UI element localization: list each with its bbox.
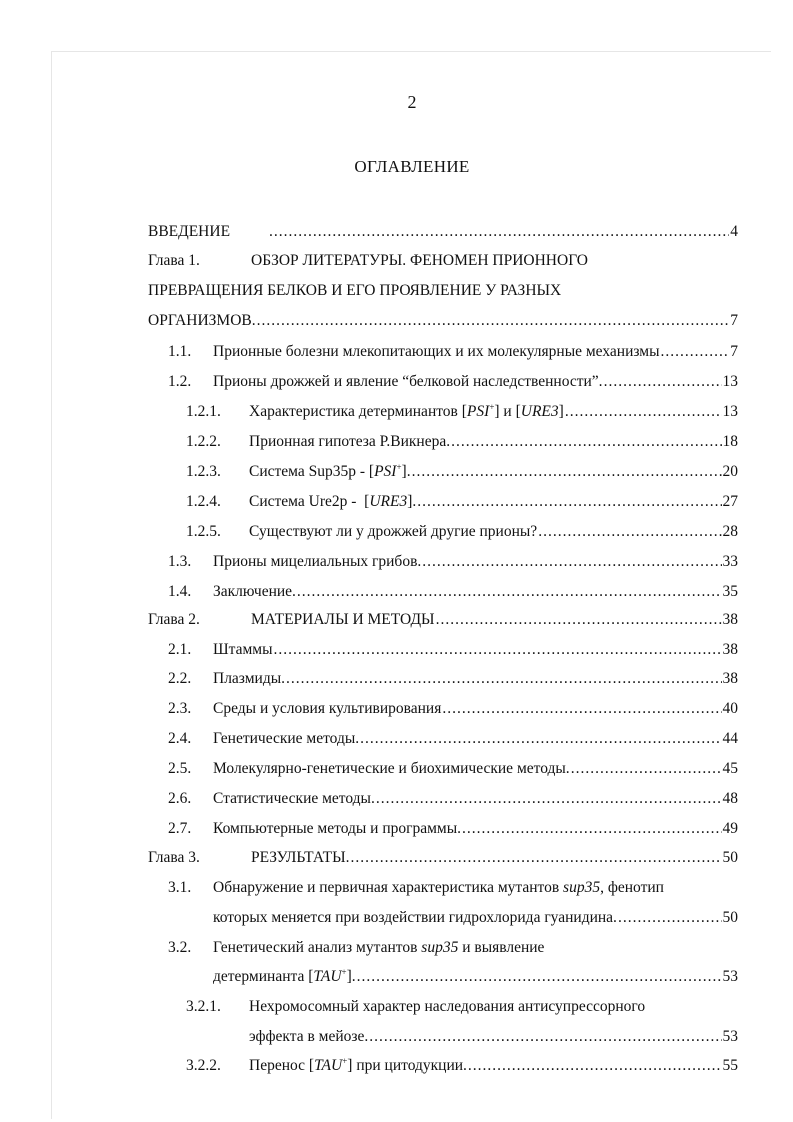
leader-dots	[351, 848, 722, 868]
section-number: 3.2.	[168, 939, 192, 956]
toc-entry-page: 53	[722, 968, 738, 985]
leader-dots	[357, 967, 722, 987]
toc-entry-2-7[interactable]	[168, 819, 738, 839]
toc-entry-label: МАТЕРИАЛЫ И МЕТОДЫ	[251, 611, 435, 628]
leader-dots	[436, 610, 722, 630]
section-number: 1.4.	[168, 583, 192, 600]
toc-entry-2-4[interactable]	[168, 729, 738, 749]
toc-entry-page: 48	[722, 790, 738, 807]
section-number: 2.5.	[168, 760, 192, 777]
section-number: 3.2.1.	[186, 998, 221, 1015]
toc-entry-3-2-cont[interactable]	[213, 967, 738, 987]
toc-entry-chapter-1-cont	[148, 281, 738, 301]
section-number: 1.2.	[168, 373, 192, 390]
table-of-contents	[52, 52, 772, 1120]
toc-entry-page: 7	[730, 343, 738, 360]
toc-entry-label: Прионы мицелиальных грибов.	[213, 553, 422, 570]
toc-entry-page: 4	[730, 223, 738, 240]
document-page	[52, 52, 772, 1120]
toc-entry-label: ВВЕДЕНИЕ	[148, 223, 231, 240]
leader-dots	[274, 640, 722, 660]
leader-dots	[571, 759, 722, 779]
toc-entry-page: 44	[722, 730, 738, 747]
toc-entry-2-6[interactable]	[168, 789, 738, 809]
leader-dots	[412, 462, 722, 482]
toc-entry-label: Плазмиды.	[213, 670, 285, 687]
toc-entry-chapter-1[interactable]	[148, 251, 738, 271]
toc-entry-3-2[interactable]	[168, 938, 738, 958]
section-number: 1.2.2.	[186, 433, 221, 450]
leader-dots	[417, 492, 721, 512]
toc-entry-page: 55	[722, 1057, 738, 1074]
leader-dots	[269, 222, 729, 242]
toc-entry-label: Нехромосомный характер наследования антисупрессорного	[249, 998, 646, 1015]
toc-entry-page: 35	[722, 583, 738, 600]
toc-entry-label: Прионные болезни млекопитающих и их молекулярные механизмы	[213, 343, 660, 360]
toc-entry-page: 18	[722, 433, 738, 450]
toc-entry-label: Статистические методы.	[213, 790, 375, 807]
leader-dots	[442, 699, 721, 719]
toc-entry-page: 7	[730, 312, 738, 329]
toc-entry-label: которых меняется при воздействии гидрохлорида гуанидина.	[213, 909, 617, 926]
toc-entry-label: детерминанта [TAU+].	[213, 967, 356, 985]
toc-entry-chapter-3[interactable]	[148, 848, 738, 868]
leader-dots	[297, 582, 722, 602]
toc-entry-label: Существуют ли у дрожжей другие прионы?	[249, 523, 538, 540]
toc-entry-2-5[interactable]	[168, 759, 738, 779]
toc-entry-label: Система Sup35p - [PSI+].	[249, 462, 411, 480]
toc-entry-label: Генетические методы.	[213, 730, 360, 747]
section-number: 2.7.	[168, 820, 192, 837]
toc-entry-1-2-2[interactable]	[186, 432, 738, 452]
toc-entry-label: ОБЗОР ЛИТЕРАТУРЫ. ФЕНОМЕН ПРИОННОГО	[251, 252, 588, 269]
toc-entry-label: РЕЗУЛЬТАТЫ.	[251, 849, 350, 866]
toc-entry-2-1[interactable]	[168, 640, 738, 660]
toc-entry-label: Заключение.	[213, 583, 296, 600]
toc-entry-page: 38	[722, 670, 738, 687]
leader-dots	[257, 311, 730, 331]
leader-dots	[462, 819, 721, 839]
toc-entry-label: Прионы дрожжей и явление “белковой наследственности”.	[213, 373, 603, 390]
section-number: 2.2.	[168, 670, 192, 687]
toc-entry-page: 20	[722, 463, 738, 480]
toc-entry-page: 33	[722, 553, 738, 570]
leader-dots	[565, 402, 722, 422]
section-number: 2.4.	[168, 730, 192, 747]
leader-dots	[422, 552, 721, 572]
chapter-number: Глава 1.	[148, 252, 200, 269]
toc-title: ОГЛАВЛЕНИЕ	[354, 157, 470, 176]
section-number: 1.2.4.	[186, 493, 221, 510]
toc-entry-1-2-3[interactable]	[186, 462, 738, 482]
toc-entry-label: Система Ure2p - [URE3].	[249, 493, 417, 510]
toc-entry-1-3[interactable]	[168, 552, 738, 572]
toc-entry-label: эффекта в мейозе.	[249, 1028, 369, 1045]
toc-entry-1-4[interactable]	[168, 582, 738, 602]
toc-entry-page: 27	[722, 493, 738, 510]
section-number: 1.2.1.	[186, 403, 221, 420]
leader-dots	[360, 729, 721, 749]
leader-dots	[369, 1027, 721, 1047]
toc-entry-label: Компьютерные методы и программы.	[213, 820, 462, 837]
toc-entry-label: Перенос [TAU+] при цитодукции.	[249, 1056, 467, 1074]
page-number: 2	[407, 92, 417, 112]
toc-entry-3-2-2[interactable]	[186, 1056, 738, 1076]
toc-entry-page: 50	[722, 849, 738, 866]
toc-entry-1-2[interactable]	[168, 372, 738, 392]
toc-entry-label: Штаммы	[213, 641, 273, 658]
section-number: 2.1.	[168, 641, 192, 658]
toc-entry-2-3[interactable]	[168, 699, 738, 719]
leader-dots	[618, 908, 722, 928]
toc-entry-page: 53	[722, 1028, 738, 1045]
section-number: 1.2.5.	[186, 523, 221, 540]
toc-entry-label: ПРЕВРАЩЕНИЯ БЕЛКОВ И ЕГО ПРОЯВЛЕНИЕ У РАЗНЫХ	[148, 282, 562, 299]
toc-entry-label: Молекулярно-генетические и биохимические методы.	[213, 760, 570, 777]
section-number: 2.6.	[168, 790, 192, 807]
toc-entry-page: 38	[722, 641, 738, 658]
toc-entry-label: Обнаружение и первичная характеристика мутантов sup35, фенотип	[213, 879, 664, 896]
toc-entry-1-2-4[interactable]	[186, 492, 738, 512]
toc-entry-page: 13	[722, 373, 738, 390]
toc-entry-page: 49	[722, 820, 738, 837]
toc-entry-3-2-1[interactable]	[186, 997, 738, 1017]
toc-entry-label: Среды и условия культивирования	[213, 700, 442, 717]
leader-dots	[451, 432, 721, 452]
toc-entry-label: ОРГАНИЗМОВ.	[148, 312, 256, 329]
section-number: 1.1.	[168, 343, 192, 360]
toc-entry-page: 50	[722, 909, 738, 926]
leader-dots	[604, 372, 722, 392]
chapter-number: Глава 3.	[148, 849, 200, 866]
toc-entry-chapter-2[interactable]	[148, 610, 738, 630]
leader-dots	[661, 342, 730, 362]
toc-entry-label: Генетический анализ мутантов sup35 и выявление	[213, 939, 545, 956]
toc-entry-3-2-1-cont[interactable]	[249, 1027, 738, 1047]
toc-entry-page: 28	[722, 523, 738, 540]
toc-entry-intro[interactable]	[148, 222, 738, 242]
leader-dots	[468, 1056, 722, 1076]
toc-entry-chapter-1-end[interactable]	[148, 311, 738, 331]
leader-dots	[286, 669, 722, 689]
toc-entry-page: 45	[722, 760, 738, 777]
section-number: 3.1.	[168, 879, 192, 896]
toc-entry-label: Прионная гипотеза Р.Викнера.	[249, 433, 451, 450]
toc-entry-1-2-1[interactable]	[186, 402, 738, 422]
toc-entry-3-1[interactable]	[168, 878, 738, 898]
toc-entry-2-2[interactable]	[168, 669, 738, 689]
toc-entry-page: 40	[722, 700, 738, 717]
section-number: 1.2.3.	[186, 463, 221, 480]
toc-entry-1-2-5[interactable]	[186, 522, 738, 542]
section-number: 3.2.2.	[186, 1057, 221, 1074]
section-number: 2.3.	[168, 700, 192, 717]
toc-entry-page: 38	[722, 611, 738, 628]
toc-entry-label: Характеристика детерминантов [PSI+] и [URE3]	[249, 402, 564, 420]
leader-dots	[376, 789, 722, 809]
toc-entry-page: 13	[722, 403, 738, 420]
toc-entry-3-1-cont[interactable]	[213, 908, 738, 928]
chapter-number: Глава 2.	[148, 611, 200, 628]
leader-dots	[538, 522, 721, 542]
toc-entry-1-1[interactable]	[168, 342, 738, 362]
section-number: 1.3.	[168, 553, 192, 570]
